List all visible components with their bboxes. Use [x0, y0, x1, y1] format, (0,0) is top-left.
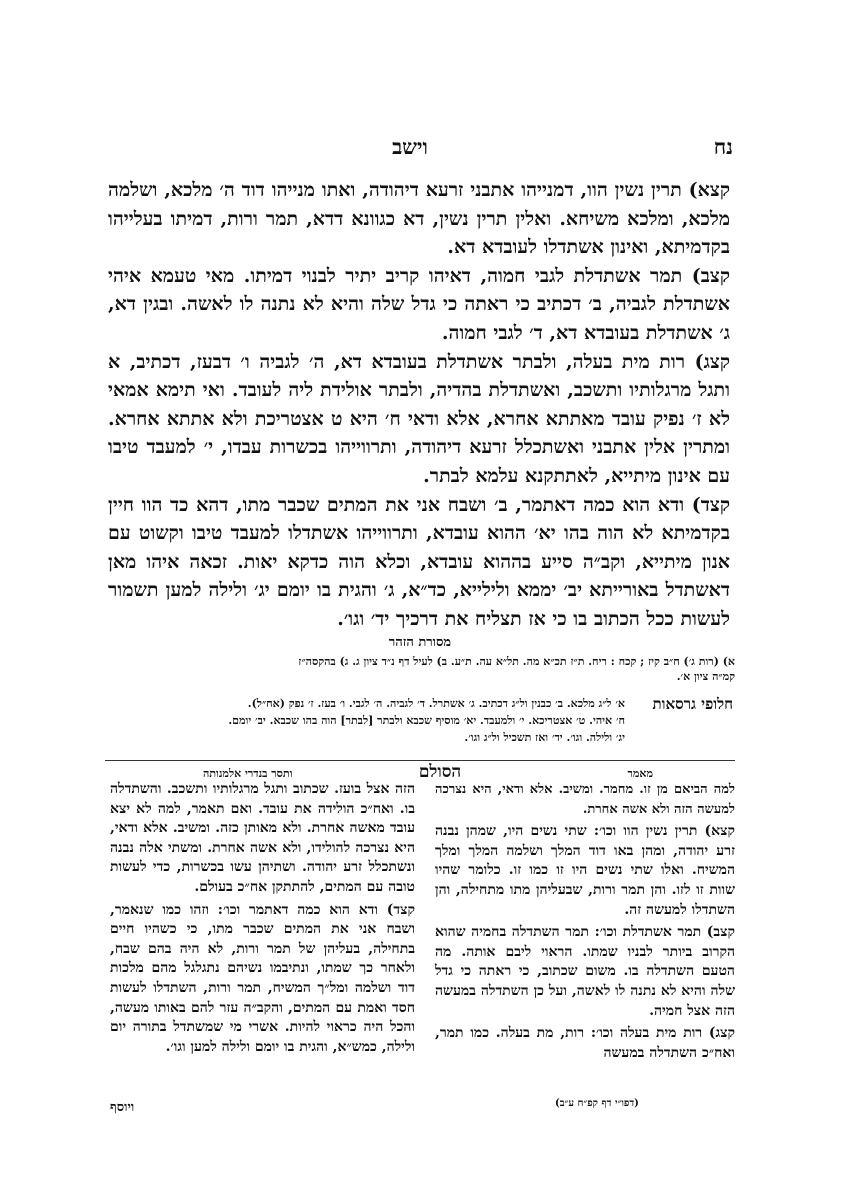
catchword: ויוסף [110, 1100, 135, 1115]
commentary-left-column [110, 780, 415, 1060]
commentary-paragraph: הזה אצל בועז. שכתוב ותגל מרגלותיו ותשכב. והשתדלה בו. ואח״כ הולידה את עובד. ואם תאמר, למה לא יצא עובד מאשה אחרת. ולא מאותן כזה. ומשיב. אלא ודאי, היא נצרכה להולידו, ולא אשה אחרת. ומשתי אלה נבנה ונשתכלל זרע יהודה. ושתיהן עשו בכשרות, כדי לעשות טובה עם המתים, להתתקן אח״כ בעולם. [110, 781, 415, 895]
page-reference: (דפו״י דף קפ״ח ע״ב) [555, 1098, 639, 1109]
divider-line [105, 760, 735, 761]
paragraph-193: קצג) רות מית בעלה, ולבתר אשתדלת בעובדא דא, ה׳ לגביה ו׳ דבעז, דכתיב, א ותגל מרגלותיו ותשכב, ואשתדלת בהדיה, ולבתר אולידת ליה לעובד. ואי תימא אמאי לא ז׳ נפיק עובד מאתתא אחרא, אלא ודאי ח׳ היא ט אצטריכת ולא אתתא אחרא. ומתרין אלין אתבני ואשתכלל זרעא דיהודה, ותרווייהו בכשרות עבדו, י׳ למעבד טיבו עם אינון מיתייא, לאתתקנא עלמא לבתר. [108, 350, 730, 487]
chilufei-line: יג׳ ולילה. וגו׳. יד׳ ואז תשכיל ול״ג וגו׳. [464, 731, 625, 744]
parsha-title: וישב [392, 134, 428, 159]
commentary-paragraph: קצב) תמר אשתדלת וכו׳: תמר השתדלה בחמיה שהוא הקרוב ביותר לבניו שמתו. הראוי ליבם אותה. מה הטעם השתדלה בו. משום שכתוב, כי ראתה כי גדל שלה והיא לא נתנה לו לאשה, ועל כן השתדלה במעשה הזה אצל חמיה. [435, 924, 735, 1019]
chilufei-notes [90, 695, 625, 746]
chilufei-label: חלופי גרסאות [652, 695, 733, 713]
chilufei-line: א׳ ל״ג מלכא. ב׳ כבנין ול״ג דכתיב. ג׳ אשתרל. ד׳ לגביה. ה׳ לגבי. ו׳ בעז. ז׳ נפק (אח״ל). [247, 697, 625, 710]
commentary-paragraph: למה הביאם מן זו. מחמר. ומשיב. אלא ודאי, היא נצרכה למעשה הזה ולא אשה אחרת. [435, 782, 735, 817]
chilufei-line: ח׳ איהי. ט׳ אצטריכא. י׳ ולמעבד. יא׳ מוסיף שכבא ולבתר [לבתר] הוה בהו שכבא. יב׳ יומם. [228, 714, 625, 727]
maamar-label: מאמר [627, 767, 653, 780]
masoret-line: א) (רות ג׳) ח״ב קיז ; קכח : ריח. ת״ז תכ״א מה. תל״א עה. ת״ע. ב) לעיל דף נ״ד ציון ג. ג) בהקסה״ז [298, 655, 735, 668]
commentary-paragraph: קצא) תרין נשין הוו וכו׳: שתי נשים היו, שמהן נבנה זרע יהודה, ומהן באו דוד המלך ושלמה המלך ומלך המשיח. ואלו שתי נשים היו זו כמו זו. כלומר שהיו שוות זו לזו. והן תמר ורות, שבעליהן מתו מתחילה, והן השתדלו למעשה זה. [435, 823, 735, 918]
sulam-heading: הסולם [418, 762, 462, 782]
masoret-title: מסורת הזהר [388, 635, 452, 650]
main-text [108, 176, 730, 634]
paragraph-194: קצד) ודא הוא כמה דאתמר, ב׳ ושבח אני את המתים שכבר מתו, דהא כד הוו חיין בקדמיתא לא הוה בהו יא׳ ההוא עובדא, ותרווייהו אשתדלו למעבד טיבו וקשוט עם אנון מיתייא, וקב״ה סייע בההוא עובדא, וכלא הוה כדקא יאות. זכאה איהו מאן דאשתדל באורייתא יב׳ יממא ולילייא, כד״א, ג׳ והגית בו יומם יג׳ ולילה למען תשמור לעשות ככל הכתוב בו כי אז תצליח את דרכיך יד׳ וגו׳. [108, 493, 730, 630]
paragraph-192: קצב) תמר אשתדלת לגבי חמוה, דאיהו קריב יתיר לבנוי דמיתו. מאי טעמא איהי אשתדלת לגביה, ב׳ דכתיב כי ראתה כי גדל שלה והיא לא נתנה לו לאשה. ובגין דא, ג׳ אשתדלת בעובדא דא, ד׳ לגבי חמוה. [108, 264, 730, 344]
masoret-line: קמ״ה ציון א׳. [676, 670, 735, 683]
commentary-paragraph: קצג) רות מית בעלה וכו׳: רות, מת בעלה. כמו תמר, ואח״כ השתדלה במעשה [435, 1025, 735, 1061]
commentary-right-column [435, 780, 735, 1066]
page-number: נח [713, 134, 733, 159]
paragraph-191: קצא) תרין נשין הוו, דמנייהו אתבני זרעא דיהודה, ואתו מנייהו דוד ה׳ מלכא, ושלמה מלכא, ומלכא משיחא. ואלין תרין נשין, דא כגוונא דדא, תמר ורות, דמיתו בעלייהו בקדמיתא, ואינון אשתדלו לעובדא דא. [108, 179, 730, 259]
masoret-notes [150, 654, 735, 684]
commentary-paragraph: קצד) ודא הוא כמה דאתמר וכו׳: וזהו כמו שנאמר, ושבח אני את המתים שכבר מתו, כי כשהיו חיים בתחילה, בעליהן של תמר ורות, לא היה בהם שבח, ולאחר כך שמתו, ונתיבמו נשיהם נתגלגל מהם מלכות דוד ושלמה ומל״ך המשיח, תמר ורות, השתדלו לעשות חסד ואמת עם המתים, והקב״ה עזר להם באותו מעשה, והכל היה כראוי להיות. אשרי מי שמשתדל בתורה יום ולילה, כמש״א, והגית בו יומם ולילה למען וגו׳. [110, 901, 415, 1055]
section-title: ותסר בנדרי אלמנותה [203, 767, 293, 780]
